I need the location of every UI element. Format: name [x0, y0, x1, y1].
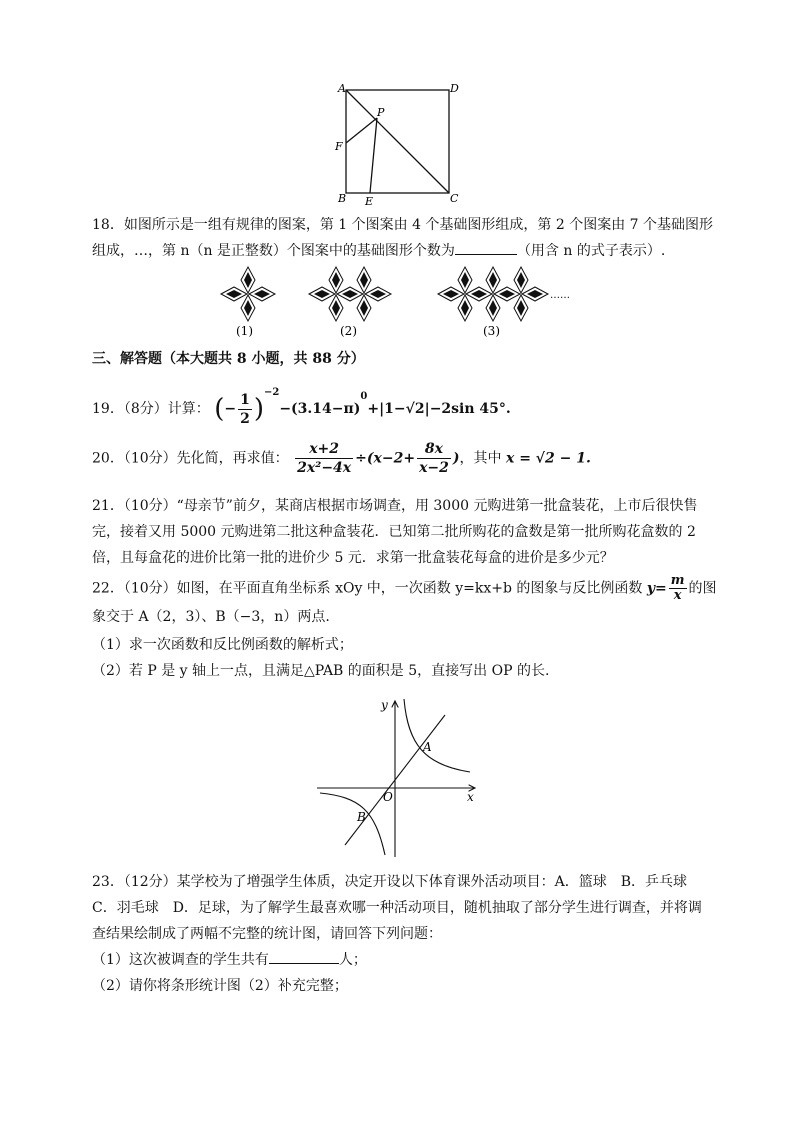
q22-y: y [646, 580, 656, 597]
q19-rest: −(3.14−π) [279, 401, 361, 417]
label-o: O [383, 790, 393, 804]
caption-2: (2) [340, 324, 357, 338]
q22-line1b: 的图 [688, 580, 717, 597]
q19-rest2: +|1−√2|−2sin 45°. [367, 401, 511, 417]
paren-close: ) [253, 394, 264, 424]
q23-line5: （2）请你将条形统计图（2）补充完整； [92, 978, 348, 994]
exponent-zero: 0 [360, 391, 368, 402]
label-e: E [365, 195, 374, 208]
q18-line2b: （用含 n 的式子表示）. [516, 243, 666, 259]
q23-line4a: （1）这次被调查的学生共有 [92, 952, 269, 968]
q20-value: x = √2 − 1. [505, 450, 591, 467]
q23-line3: 查结果绘制成了两幅不完整的统计图，请回答下列问题： [92, 926, 442, 942]
label-p: P [377, 106, 385, 119]
fraction-1: $\frac{x+2}{\text{2x²−4x}}$ [297, 441, 352, 476]
label-f: F [335, 140, 343, 153]
ellipsis: …… [550, 290, 570, 301]
answer-blank-2[interactable] [269, 951, 339, 964]
answer-blank[interactable] [455, 242, 517, 255]
minus-sign: − [224, 401, 237, 417]
q23-line1: 23．（12分）某学校为了增强学生体质，决定开设以下体育课外活动项目：A．篮球 B．乒乓球 [92, 874, 688, 890]
q20-suffix: ，其中 [459, 450, 506, 467]
coordinate-figure [315, 695, 485, 860]
label-y: y [381, 698, 388, 712]
q18-line2a: 组成，…，第 n（n 是正整数）个图案中的基础图形个数为 [92, 243, 455, 259]
fraction-m-x: $\frac{m}{x}$ [670, 573, 685, 603]
q22-line2: 象交于 A（2，3）、B（−3，n）两点. [92, 609, 330, 625]
label-b: B [357, 810, 366, 824]
division-sign: ÷ [355, 450, 367, 467]
diagonal-ac [346, 90, 449, 193]
pattern-2 [309, 267, 391, 321]
q21-line1: 21．（10分）“母亲节”前夕，某商店根据市场调查，用 3000 元购进第一批盒装花，上市后很快售 [92, 498, 698, 514]
q23-line4 [92, 951, 367, 969]
q23-line2: C．羽毛球 D．足球，为了解学生最喜欢哪一种活动项目，随机抽取了部分学生进行调查，并将调 [92, 900, 702, 916]
q22-line3: （1）求一次函数和反比例函数的解析式； [92, 637, 353, 653]
label-d: D [450, 82, 459, 95]
pattern-1 [221, 267, 275, 321]
segment-fp [346, 118, 377, 143]
q22-line4: （2）若 P 是 y 轴上一点，且满足△PAB 的面积是 5，直接写出 OP 的长. [92, 663, 550, 679]
q22-eq: = [655, 580, 667, 597]
q22-line1a: 22．（10分）如图，在平面直角坐标系 xOy 中，一次函数 y=kx+b 的图象与反比例函数 [92, 580, 647, 597]
q20-line [92, 440, 591, 480]
q20-close: ) [452, 450, 460, 467]
q20-mid: (x−2+ [366, 450, 416, 467]
q19-line [92, 384, 511, 427]
q18-line2 [92, 242, 665, 260]
q23-line4b: 人； [338, 952, 367, 968]
caption-1: (1) [236, 324, 253, 338]
label-a: A [338, 82, 346, 95]
label-a: A [423, 740, 432, 754]
label-b: B [338, 192, 347, 205]
q20-prefix: 20．（10分）先化简，再求值： [92, 450, 289, 467]
pattern-figures [205, 262, 595, 340]
label-x: x [467, 790, 474, 804]
q22-line1 [92, 574, 717, 604]
paren-open: ( [214, 394, 225, 424]
fraction-half: $\frac{1}{2}$ [240, 391, 250, 427]
caption-3: (3) [483, 324, 500, 338]
square-figure [330, 80, 470, 210]
hyperbola-branch-1 [404, 699, 470, 772]
hyperbola-branch-2 [320, 793, 385, 855]
exponent: −2 [263, 387, 280, 398]
q19-prefix: 19．（8分）计算： [92, 401, 210, 417]
q21-line3: 倍，且每盒花的进价比第一批的进价少 5 元．求第一批盒装花每盒的进价是多少元？ [92, 550, 614, 566]
pattern-3 [438, 267, 548, 321]
fraction-2: $\frac{8x}{x-2}$ [419, 441, 449, 476]
segment-pe [370, 118, 377, 193]
section-heading: 三、解答题（本大题共 8 小题，共 88 分） [92, 351, 365, 367]
label-c: C [450, 192, 459, 205]
q21-line2: 完，接着又用 5000 元购进第二批这种盒装花．已知第二批所购花的盒数是第一批所购花盒数的 2 [92, 524, 696, 540]
q18-line1: 18．如图所示是一组有规律的图案，第 1 个图案由 4 个基础图形组成，第 2 个图案由 7 个基础图形 [92, 217, 714, 233]
